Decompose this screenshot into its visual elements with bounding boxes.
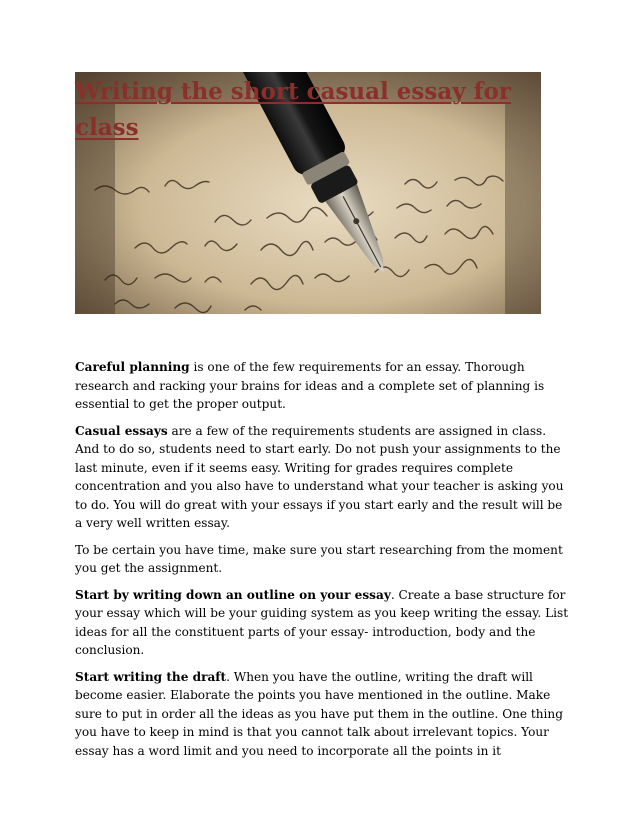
paragraph-text: . Create a base structure for your essay which will be your guiding system as you keep writing the essay. List ideas for all the constituent parts of your essay- introduction, body and the conclusion. <box>75 587 569 657</box>
paragraph-lead: Casual essays <box>75 423 168 438</box>
paragraph-lead: Start writing the draft <box>75 669 227 684</box>
paragraph-text: are a few of the requirements students are assigned in class. And to do so, students need to start early. Do not push your assignments to the last minute, even if it seems easy. Writing for grades requires complete concentration and you also have to understand what your teacher is asking you to do. You will do great with your essays if you start early and the result will be a very well written essay. <box>75 423 564 530</box>
paragraph-outline <box>75 586 571 660</box>
page-title: Writing the short casual essay for class <box>75 78 511 141</box>
paragraph-text: To be certain you have time, make sure you start researching from the moment you get the assignment. <box>75 542 563 575</box>
paragraph-careful-planning <box>75 358 571 414</box>
article-body <box>75 358 571 768</box>
paragraph-lead: Start by writing down an outline on your essay <box>75 587 391 602</box>
paragraph-text: is one of the few requirements for an essay. Thorough research and racking your brains for ideas and a complete set of planning is essential to get the proper output. <box>75 360 545 411</box>
paragraph-time <box>75 541 571 578</box>
paragraph-lead: Careful planning <box>75 360 190 374</box>
paragraph-casual-essays <box>75 422 571 533</box>
paragraph-draft <box>75 668 571 761</box>
paragraph-text: . When you have the outline, writing the draft will become easier. Elaborate the points you have mentioned in the outline. Make sure to put in order all the ideas as you have put them in the outline. One thing you have to keep in mind is that you cannot talk about irrelevant topics. Your essay has a word limit and you need to incorporate all the points in it <box>75 669 563 758</box>
